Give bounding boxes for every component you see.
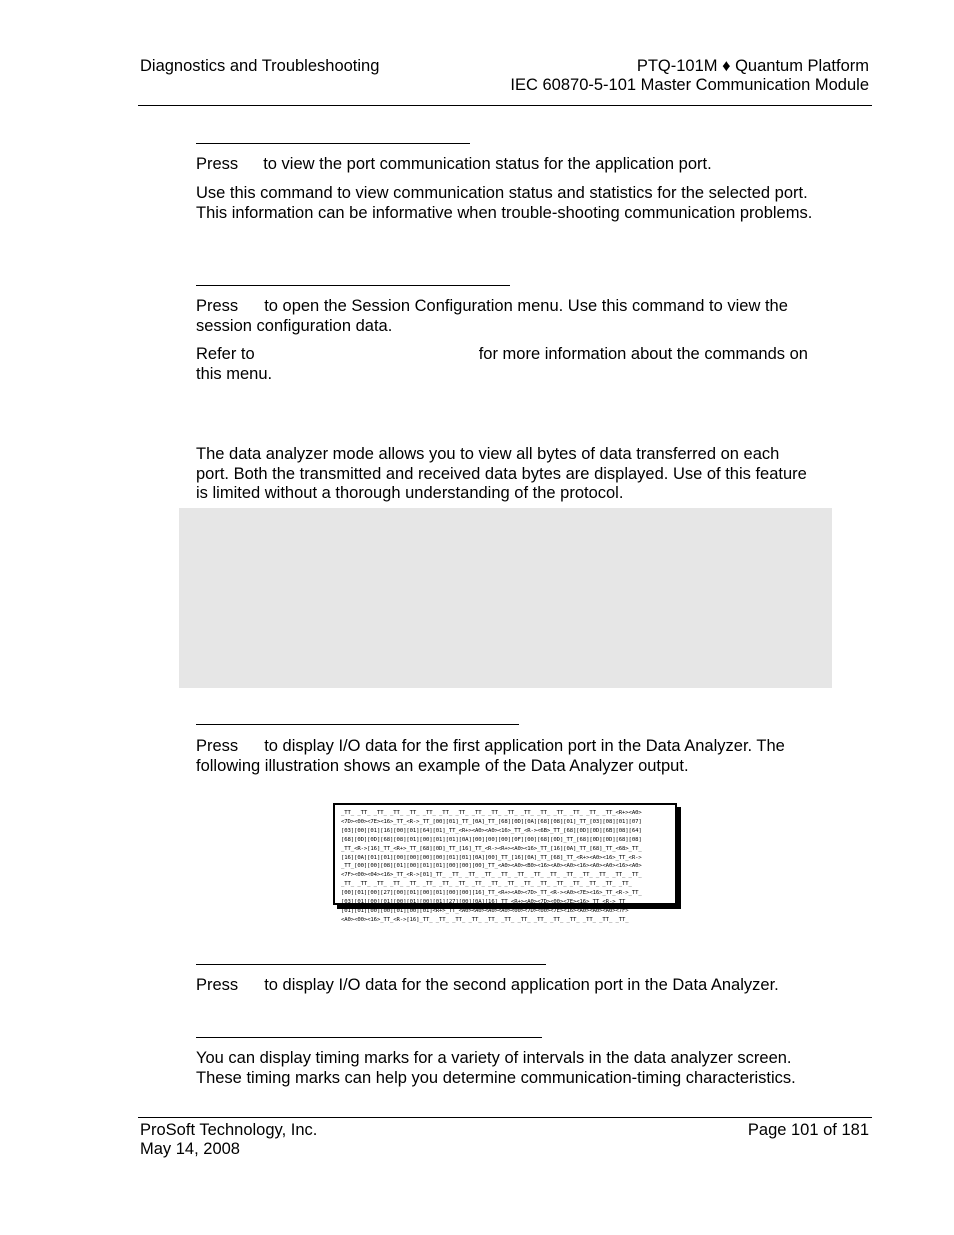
header-left: Diagnostics and Troubleshooting [140,57,380,75]
footer-rule [138,1117,872,1118]
display-port1-instruction: Press to display I/O data for the first application port in the Data Analyzer. The following illustration shows an example of the Data Analyzer output. [196,737,785,775]
timing-marks-heading-rule [196,1037,542,1038]
display-port2-instruction: Press to display I/O data for the second application port in the Data Analyzer. [196,976,779,994]
footer-page-number: Page 101 of 181 [747,1121,869,1139]
timing-marks-description: You can display timing marks for a variety of intervals in the data analyzer screen. These timing marks can help you determine communication-timing characteristics. [196,1049,796,1087]
data-analyzer-output: _TT_ _TT_ _TT_ _TT_ _TT_ _TT_ _TT_ _TT_ _TT_ _TT_ _TT_ _TT_ _TT_ _TT_ _TT_ _TT_ _TT_<R+><A0> <7D><00><7E><16>_TT_<R->_TT_[00][01]_TT_[0A]_TT_[68][0D][0A][68][08][01]_TT_[03][08][01][07] [03][00][01][16][00][01][64][01]_TT_<R+><A0><A0><16>_TT_<R-><6B>_TT_[68][0D][0D][6B][08][64] [68][0D][0D][68][08][01][00][01][01][0A][00][00][00][0F][00][68][0D]_TT_[68][0D][0D][68][08] _TT_<R->[16]_TT_<R+>_TT_[68][0D]_TT_[16]_TT_<R-><R+><A0><16>_TT_[16][0A]_TT_[68]_TT_<68>_TT_ [16][0A][01][01][00][00][00][00][01][01][0A][00]_TT_[16][0A]_TT_[68]_TT_<R+><A0><16>_TT_<R-> _TT_[00][00][08][01][00][01][01][00][00][00]_TT_<A0><A0><B0><16><A0><A0><16><A0><A0><16><A0> <7F><00><04><16>_TT_<R->[01]_TT_ _TT_ _TT_ _TT_ _TT_ _TT_ _TT_ _TT_ _TT_ _TT_ _TT_ _TT_ _TT_ _TT_ _TT_ _TT_ _TT_ _TT_ _TT_ _TT_ _TT_ _TT_ _TT_ _TT_ _TT_ _TT_ _TT_ _TT_ _TT_ _TT_ _TT_ [00][01][00][27][00][01][00][01][00][00][16]_TT_<R+><A0><7D>_TT_<R-><A0><7E><16>_TT_<R->_TT_ [03][01][00][01][00][01][00][01][27][00][0A][16]_TT_<R+><A0><7D><00><7E><16>_TT_<R->_TT_ [01][01][00][00][01][00][01]<R+>_TT_<A0><A0><A0><A0><00><7D><00><7E><16><A0><A0><A0><7F> <A0><00><16>_TT_<R->[16]_TT_ _TT_ _TT_ _TT_ _TT_ _TT_ _TT_ _TT_ _TT_ _TT_ _TT_ _TT_ _TT_ [341,810,642,923]
session-config-heading-rule [196,285,510,286]
header-right-line1: PTQ-101M ♦ Quantum Platform [636,57,869,75]
header-right-line2: IEC 60870-5-101 Master Communication Module [510,76,869,94]
shaded-note-box [179,508,832,688]
footer-date: May 14, 2008 [140,1140,240,1158]
footer-company: ProSoft Technology, Inc. [140,1121,318,1139]
session-config-reference: Refer to for more information about the commands on this menu. [196,345,808,383]
display-port1-heading-rule [196,724,519,725]
port-status-instruction: Press to view the port communication status for the application port. [196,155,712,173]
port-status-heading-rule [196,143,470,144]
data-analyzer-intro: The data analyzer mode allows you to view all bytes of data transferred on each port. Both the transmitted and received data bytes are displayed. Use of this feature is limited without a thorough understanding of the protocol. [196,445,807,502]
header-rule [138,105,872,106]
session-config-instruction: Press to open the Session Configuration menu. Use this command to view the session configuration data. [196,297,788,335]
port-status-description: Use this command to view communication status and statistics for the selected port. This information can be informative when trouble-shooting communication problems. [196,184,813,222]
data-analyzer-screenshot [333,803,677,923]
display-port2-heading-rule [196,964,546,965]
